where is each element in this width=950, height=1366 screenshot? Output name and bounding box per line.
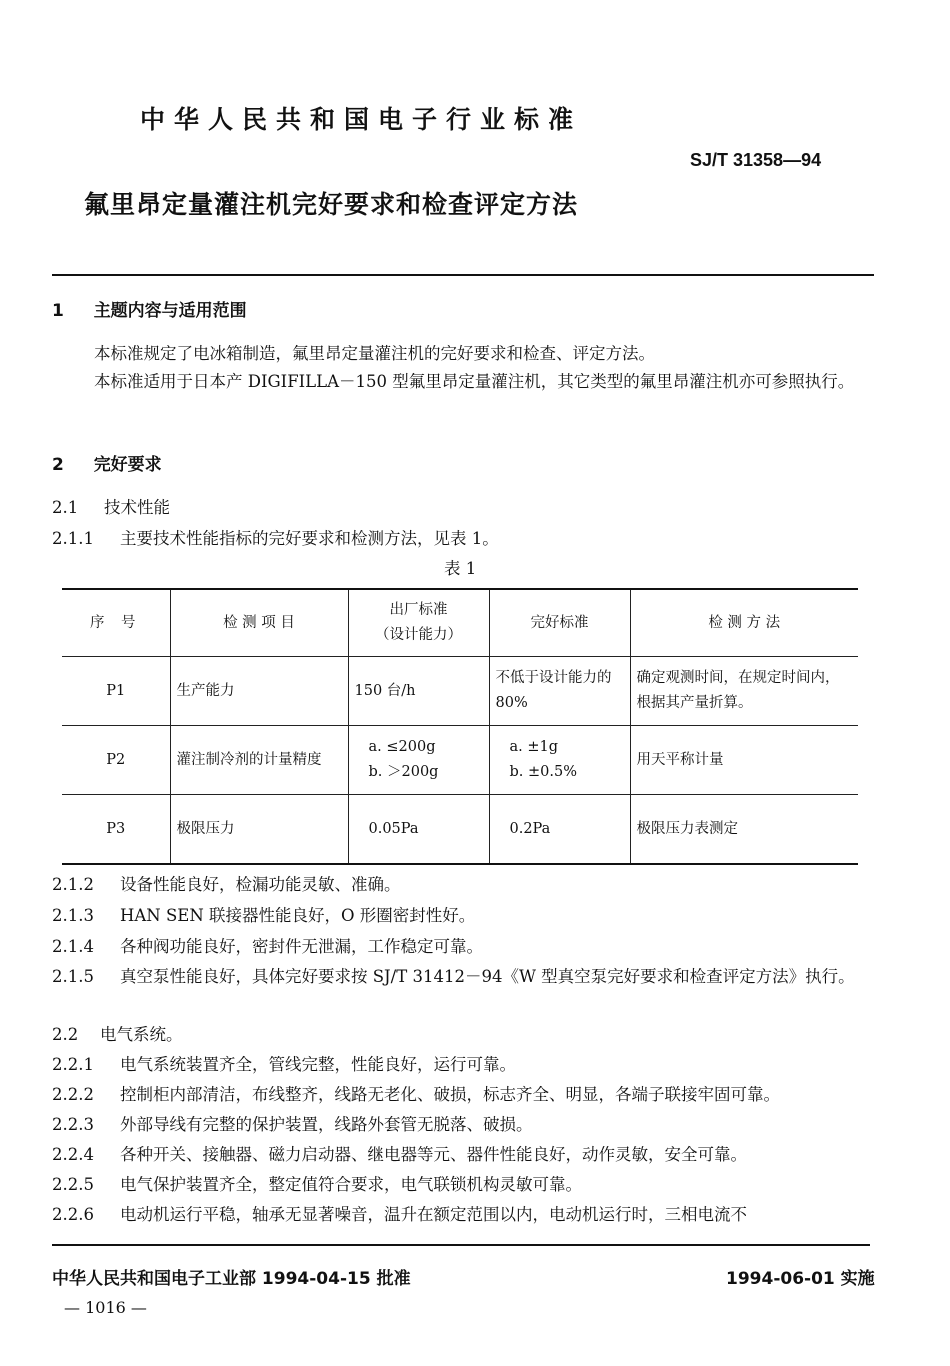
clause-text: 各种阀功能良好，密封件无泄漏，工作稳定可靠。 <box>120 937 483 956</box>
cell-factory-b: b. ＞200g <box>368 764 439 780</box>
table-caption: 表 1 <box>444 559 477 578</box>
standard-code: SJ/T 31358—94 <box>690 150 822 170</box>
clause-text: 控制柜内部清洁，布线整齐，线路无老化、破损，标志齐全、明显，各端子联接牢固可靠。 <box>120 1085 780 1104</box>
clause-2-1-number: 2.1 <box>52 498 79 517</box>
clause-text: 外部导线有完整的保护装置，线路外套管无脱落、破损。 <box>120 1115 533 1134</box>
header-item: 检 测 项 目 <box>170 589 348 657</box>
clause-2-1-4 <box>52 934 483 960</box>
header-factory-line-2: （设计能力） <box>375 627 462 643</box>
clause-number: 2.2.5 <box>52 1175 94 1194</box>
table-row <box>62 795 858 865</box>
clause-2-2-4 <box>52 1142 747 1168</box>
cell-good <box>489 795 630 865</box>
cell-item: 生产能力 <box>170 657 348 726</box>
clause-text: 各种开关、接触器、磁力启动器、继电器等元、器件性能良好，动作灵敏，安全可靠。 <box>120 1145 747 1164</box>
section-1-title: 主题内容与适用范围 <box>93 301 247 321</box>
clause-number: 2.1.4 <box>52 937 94 956</box>
clause-2-1-3 <box>52 903 475 929</box>
cell-seq: P1 <box>62 657 170 726</box>
cell-item: 极限压力 <box>170 795 348 865</box>
footer-rule <box>52 1244 870 1246</box>
clause-2-1-5 <box>52 962 874 991</box>
clause-text: 电气系统装置齐全，管线完整，性能良好，运行可靠。 <box>120 1055 516 1074</box>
section-1-paragraph-1 <box>52 340 874 368</box>
table-header-row <box>62 589 858 657</box>
clause-number: 2.2.3 <box>52 1115 94 1134</box>
standard-body-heading: 中华人民共和国电子行业标准 <box>140 105 583 134</box>
clause-2-1-2 <box>52 872 401 898</box>
clause-number: 2.1.2 <box>52 875 94 894</box>
cell-factory <box>348 795 489 865</box>
approval-line: 中华人民共和国电子工业部 1994-04-15 批准 <box>52 1269 411 1289</box>
clause-text: 电气保护装置齐全，整定值符合要求，电气联锁机构灵敏可靠。 <box>120 1175 582 1194</box>
cell-method: 极限压力表测定 <box>630 795 858 865</box>
clause-text: HAN SEN 联接器性能良好，O 形圈密封性好。 <box>120 906 476 925</box>
header-factory <box>348 589 489 657</box>
header-rule <box>52 274 874 276</box>
section-2-number: 2 <box>52 455 64 475</box>
cell-good-a: 不低于设计能力的 80% <box>495 670 612 711</box>
cell-method: 用天平称计量 <box>630 726 858 795</box>
section-1-number: 1 <box>52 301 64 321</box>
clause-2-2-5 <box>52 1172 582 1198</box>
clause-2-1-text: 技术性能 <box>104 498 170 517</box>
section-1-paragraph-2 <box>52 368 874 396</box>
clause-text: 电气系统。 <box>100 1025 183 1044</box>
section-2-heading <box>52 450 162 475</box>
clause-2-1-1-number: 2.1.1 <box>52 529 94 548</box>
page-number: — 1016 — <box>64 1298 147 1317</box>
table-1 <box>62 588 858 865</box>
cell-factory-a: 0.05Pa <box>368 820 419 837</box>
table-row <box>62 726 858 795</box>
clause-number: 2.2.2 <box>52 1085 94 1104</box>
header-seq: 序 号 <box>62 589 170 657</box>
clause-number: 2.2 <box>52 1025 79 1044</box>
clause-2-2 <box>52 1022 183 1048</box>
clause-2-1-1 <box>52 526 499 552</box>
cell-good-a: a. ±1g <box>509 739 559 755</box>
table-row <box>62 657 858 726</box>
header-good: 完好标准 <box>489 589 630 657</box>
cell-item: 灌注制冷剂的计量精度 <box>170 726 348 795</box>
clause-text: 真空泵性能良好，具体完好要求按 SJ/T 31412－94《W 型真空泵完好要求和检查评定方法》执行。 <box>120 967 855 986</box>
cell-good <box>489 726 630 795</box>
section-1-heading <box>52 296 247 321</box>
clause-number: 2.2.4 <box>52 1145 94 1164</box>
cell-factory-a: a. ≤200g <box>368 739 436 755</box>
cell-seq: P2 <box>62 726 170 795</box>
clause-number: 2.1.3 <box>52 906 94 925</box>
clause-2-2-1 <box>52 1052 516 1078</box>
cell-seq: P3 <box>62 795 170 865</box>
clause-2-2-3 <box>52 1112 533 1138</box>
cell-factory-a: 150 台/h <box>354 682 416 699</box>
clause-number: 2.1.5 <box>52 967 94 986</box>
clause-2-1 <box>52 495 170 521</box>
cell-good-a: 0.2Pa <box>509 820 551 837</box>
section-2-title: 完好要求 <box>93 455 162 475</box>
header-method: 检 测 方 法 <box>630 589 858 657</box>
cell-good-b: b. ±0.5% <box>509 764 577 780</box>
clause-2-2-6 <box>52 1202 747 1228</box>
cell-factory <box>348 657 489 726</box>
cell-good <box>489 657 630 726</box>
cell-method: 确定观测时间，在规定时间内，根据其产量折算。 <box>630 657 858 726</box>
clause-2-2-2 <box>52 1082 780 1108</box>
clause-text: 电动机运行平稳，轴承无显著噪音，温升在额定范围以内，电动机运行时，三相电流不 <box>120 1205 747 1224</box>
clause-2-1-1-text: 主要技术性能指标的完好要求和检测方法，见表 1。 <box>120 529 499 548</box>
clause-number: 2.2.1 <box>52 1055 94 1074</box>
effective-date: 1994-06-01 实施 <box>726 1269 875 1289</box>
clause-number: 2.2.6 <box>52 1205 94 1224</box>
section-1-paragraph-1-text: 本标准规定了电冰箱制造，氟里昂定量灌注机的完好要求和检查、评定方法。 <box>94 344 655 363</box>
document-title: 氟里昂定量灌注机完好要求和检查评定方法 <box>84 190 579 219</box>
section-1-paragraph-2-text: 本标准适用于日本产 DIGIFILLA－150 型氟里昂定量灌注机，其它类型的氟里昂灌注机亦可参照执行。 <box>94 372 855 391</box>
header-factory-line-1: 出厂标准 <box>389 602 448 618</box>
clause-text: 设备性能良好，检漏功能灵敏、准确。 <box>120 875 401 894</box>
cell-factory <box>348 726 489 795</box>
